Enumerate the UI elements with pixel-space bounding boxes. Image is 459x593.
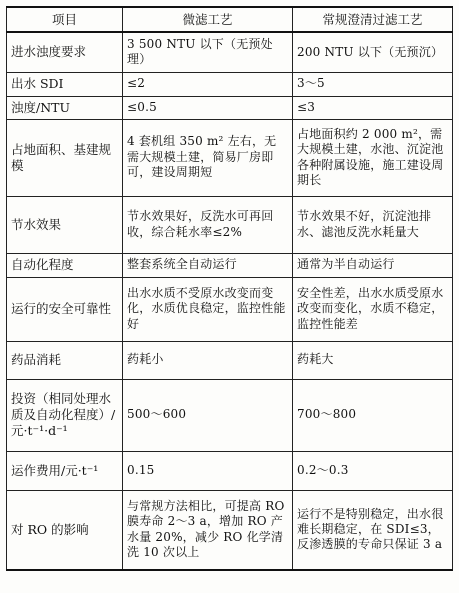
microfiltration-cell: ≤0.5 xyxy=(123,96,293,119)
microfiltration-cell: 3 500 NTU 以下（无预处理） xyxy=(123,32,293,72)
table-row xyxy=(7,96,453,119)
row-label: 药品消耗 xyxy=(7,341,123,379)
conventional-cell: ≤3 xyxy=(293,96,453,119)
microfiltration-cell: 与常规方法相比，可提高 RO 膜寿命 2～3 a，增加 RO 产水量 20%，减少 RO 化学清洗 10 次以上 xyxy=(123,490,293,570)
table-row xyxy=(7,32,453,72)
conventional-cell: 节水效果不好，沉淀池排水、滤池反洗水耗量大 xyxy=(293,196,453,253)
microfiltration-cell: 500～600 xyxy=(123,379,293,451)
row-label: 运作费用/元·t⁻¹ xyxy=(7,451,123,490)
conventional-cell: 运行不是特别稳定，出水很难长期稳定，在 SDI≤3，反渗透膜的专命只保证 3 a xyxy=(293,490,453,570)
table-row xyxy=(7,196,453,253)
row-label: 自动化程度 xyxy=(7,253,123,277)
table-row xyxy=(7,277,453,341)
conventional-cell: 安全性差，出水水质受原水改变而变化，水质不稳定，监控性能差 xyxy=(293,277,453,341)
row-label: 投资（相同处理水质及自动化程度）/元·t⁻¹·d⁻¹ xyxy=(7,379,123,451)
microfiltration-cell: 4 套机组 350 m² 左右，无需大规模土建，简易厂房即可，建设周期短 xyxy=(123,119,293,196)
microfiltration-cell: 药耗小 xyxy=(123,341,293,379)
conventional-cell: 占地面积约 2 000 m²，需大规模土建，水池、沉淀池各种附属设施，施工建设周期长 xyxy=(293,119,453,196)
row-label: 运行的安全可靠性 xyxy=(7,277,123,341)
header-conventional: 常规澄清过滤工艺 xyxy=(293,7,453,32)
row-label: 出水 SDI xyxy=(7,72,123,96)
row-label: 浊度/NTU xyxy=(7,96,123,119)
microfiltration-cell: ≤2 xyxy=(123,72,293,96)
microfiltration-cell: 0.15 xyxy=(123,451,293,490)
microfiltration-cell: 整套系统全自动运行 xyxy=(123,253,293,277)
conventional-cell: 0.2～0.3 xyxy=(293,451,453,490)
row-label: 占地面积、基建规模 xyxy=(7,119,123,196)
table-row xyxy=(7,451,453,490)
conventional-cell: 通常为半自动运行 xyxy=(293,253,453,277)
conventional-cell: 药耗大 xyxy=(293,341,453,379)
conventional-cell: 200 NTU 以下（无预沉） xyxy=(293,32,453,72)
header-microfiltration: 微滤工艺 xyxy=(123,7,293,32)
conventional-cell: 3～5 xyxy=(293,72,453,96)
row-label: 节水效果 xyxy=(7,196,123,253)
row-label: 对 RO 的影响 xyxy=(7,490,123,570)
table-row xyxy=(7,379,453,451)
header-item: 项目 xyxy=(7,7,123,32)
conventional-cell: 700～800 xyxy=(293,379,453,451)
table-row xyxy=(7,341,453,379)
microfiltration-cell: 出水水质不受原水改变而变化，水质优良稳定，监控性能好 xyxy=(123,277,293,341)
table-row xyxy=(7,253,453,277)
table-row xyxy=(7,490,453,570)
table-row xyxy=(7,119,453,196)
comparison-table xyxy=(6,6,453,571)
microfiltration-cell: 节水效果好，反洗水可再回收，综合耗水率≤2% xyxy=(123,196,293,253)
row-label: 进水浊度要求 xyxy=(7,32,123,72)
table-row xyxy=(7,72,453,96)
table-header-row xyxy=(7,7,453,32)
